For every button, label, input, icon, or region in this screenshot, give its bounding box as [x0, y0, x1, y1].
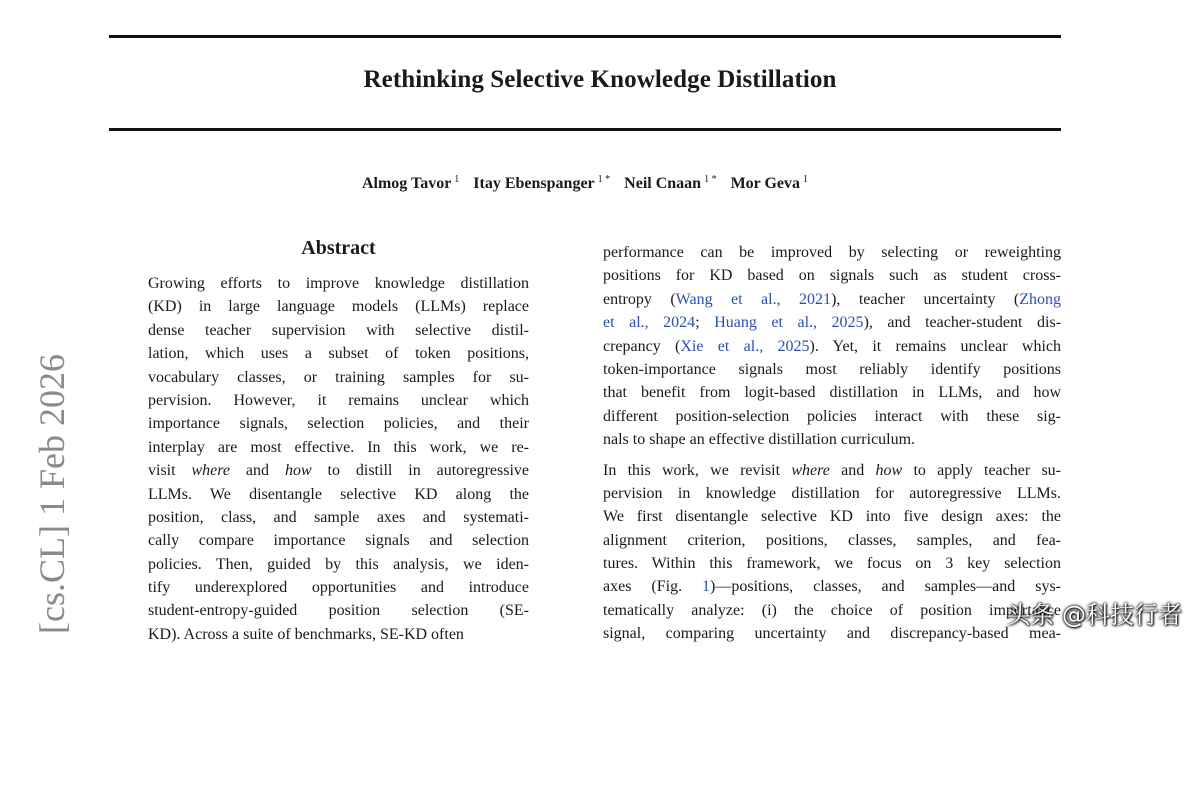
abstract-line: interplay are most effective. In this work, we re-	[148, 438, 529, 456]
abstract-line: tify underexplored opportunities and introduce	[148, 579, 529, 597]
intro-line: different position-selection policies interact with these sig-	[603, 407, 1061, 425]
intro-paragraph-2	[603, 459, 1061, 646]
abstract-line: student-entropy-guided position selection (SE-	[148, 602, 529, 620]
intro-line: crepancy (Xie et al., 2025). Yet, it remains unclear which	[603, 337, 1061, 355]
intro-line: performance can be improved by selecting or reweighting	[603, 244, 1061, 261]
abstract-line: position, class, and sample axes and systemati-	[148, 508, 529, 526]
title-rule-bottom	[109, 128, 1061, 131]
abstract-line: KD). Across a suite of benchmarks, SE-KD often	[148, 625, 464, 643]
intro-line: entropy (Wang et al., 2021), teacher uncertainty (Zhong	[603, 290, 1062, 308]
author-name: Neil Cnaan $^{1 *}$	[624, 174, 717, 193]
title-rule-top	[109, 35, 1061, 38]
author-name: Almog Tavor $^1$	[361, 174, 460, 193]
abstract-line: vocabulary classes, or training samples for su-	[148, 368, 529, 386]
author-affiliation-mark: 1 *	[704, 174, 717, 185]
author-affiliation-mark: 1 *	[597, 174, 611, 185]
intro-line: et al., 2024; Huang et al., 2025), and teacher-student dis-	[603, 314, 1062, 332]
abstract-line: (KD) in large language models (LLMs) replace	[148, 298, 529, 316]
intro-line: that benefit from logit-based distillation in LLMs, and how	[603, 384, 1061, 402]
intro-line: nals to shape an effective distillation curriculum.	[603, 431, 916, 449]
author-name: Itay Ebenspanger $^{1 *}$	[473, 174, 611, 193]
citation-link[interactable]: Wang et al., 2021	[675, 290, 832, 308]
intro-line: pervision in knowledge distillation for autoregressive LLMs.	[603, 484, 1061, 502]
abstract-body	[148, 272, 529, 646]
abstract-line: cally compare importance signals and selection	[148, 532, 529, 550]
intro-line: alignment criterion, positions, classes, samples, and fea-	[603, 531, 1061, 549]
source-watermark: 头条 @科技行者	[1006, 601, 1182, 629]
arxiv-sidebar-stamp: [cs.CL] 1 Feb 2026	[32, 354, 72, 634]
citation-link[interactable]: Huang et al., 2025	[714, 314, 864, 332]
abstract-line: Growing efforts to improve knowledge distillation	[148, 275, 529, 292]
intro-paragraph-1	[603, 241, 1061, 452]
abstract-line: dense teacher supervision with selective distil-	[148, 321, 529, 339]
intro-line: tures. Within this framework, we focus on 3 key selection	[603, 555, 1061, 573]
intro-line: token-importance signals most reliably identify positions	[603, 360, 1061, 378]
abstract-heading: Abstract	[301, 237, 376, 259]
author-affiliation-mark: 1	[803, 174, 809, 185]
intro-line: In this work, we revisit where and how to apply teacher su-	[603, 461, 1061, 479]
abstract-line: pervision. However, it remains unclear which	[148, 391, 529, 409]
intro-line: We first disentangle selective KD into five design axes: the	[603, 508, 1061, 526]
author-affiliation-mark: 1	[454, 174, 460, 185]
abstract-line: lation, which uses a subset of token positions,	[148, 345, 529, 363]
citation-link[interactable]: Xie et al., 2025	[680, 337, 810, 355]
abstract-line: LLMs. We disentangle selective KD along the	[148, 485, 529, 503]
introduction-body	[603, 241, 1061, 646]
abstract-line: visit where and how to distill in autoregressive	[148, 462, 530, 480]
intro-line: axes (Fig. 1)—positions, classes, and samples—and sys-	[603, 578, 1061, 596]
author-list	[0, 174, 1170, 193]
citation-link[interactable]: Zhong	[1019, 290, 1062, 308]
intro-line: tematically analyze: (i) the choice of position importance	[603, 601, 1061, 619]
abstract-line: policies. Then, guided by this analysis, we iden-	[148, 555, 529, 573]
intro-line: positions for KD based on signals such as student cross-	[603, 267, 1061, 285]
intro-line: signal, comparing uncertainty and discrepancy-based mea-	[603, 625, 1061, 643]
citation-link[interactable]: et al., 2024	[603, 314, 696, 332]
paper-title: Rethinking Selective Knowledge Distillation	[363, 66, 837, 93]
abstract-line: importance signals, selection policies, and their	[148, 415, 529, 433]
citation-link[interactable]: 1	[702, 578, 711, 596]
author-name: Mor Geva $^1$	[730, 174, 809, 193]
